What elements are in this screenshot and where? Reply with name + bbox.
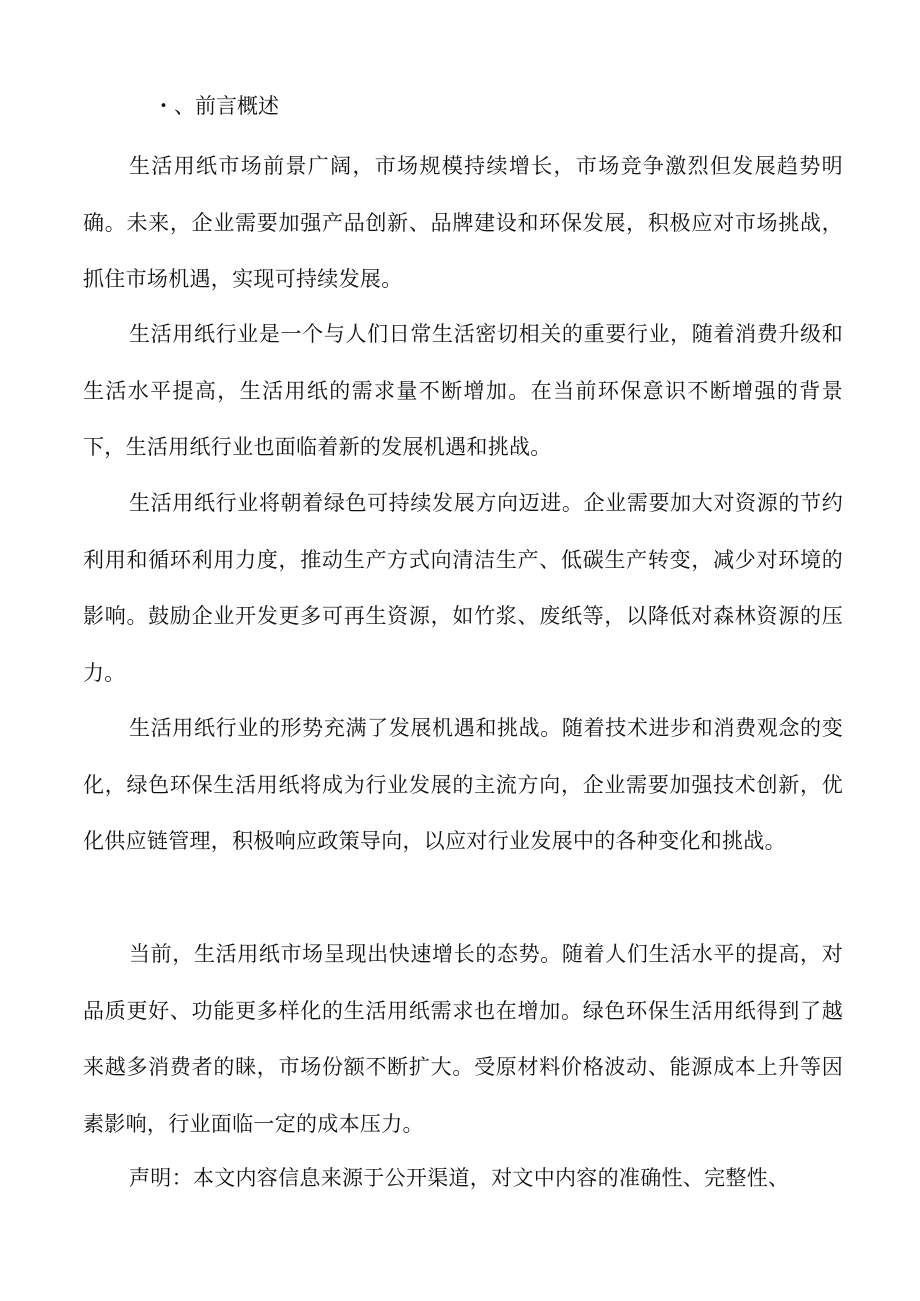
paragraph-industry-overview: 生活用纸行业是一个与人们日常生活密切相关的重要行业，随着消费升级和生活水平提高，生活用纸的需求量不断增加。在当前环保意识不断增强的背景下，生活用纸行业也面临着新的发展机遇和挑战。 — [83, 322, 843, 459]
paragraph-current-market: 当前，生活用纸市场呈现出快速增长的态势。随着人们生活水平的提高，对品质更好、功能更多样化的生活用纸需求也在增加。绿色环保生活用纸得到了越来越多消费者的睐，市场份额不断扩大。受原材料价格波动、能源成本上升等因素影响，行业面临一定的成本压力。 — [83, 942, 843, 1136]
section-heading: ・、前言概述 — [153, 94, 279, 118]
paragraph-industry-situation: 生活用纸行业的形势充满了发展机遇和挑战。随着技术进步和消费观念的变化，绿色环保生活用纸将成为行业发展的主流方向，企业需要加强技术创新，优化供应链管理，积极响应政策导向，以应对行业发展中的各种变化和挑战。 — [83, 716, 843, 853]
paragraph-market-outlook: 生活用纸市场前景广阔，市场规模持续增长，市场竞争激烈但发展趋势明确。未来，企业需要加强产品创新、品牌建设和环保发展，积极应对市场挑战，抓住市场机遇，实现可持续发展。 — [83, 154, 843, 291]
paragraph-green-development: 生活用纸行业将朝着绿色可持续发展方向迈进。企业需要加大对资源的节约利用和循环利用力度，推动生产方式向清洁生产、低碳生产转变，减少对环境的影响。鼓励企业开发更多可再生资源，如竹浆、废纸等，以降低对森林资源的压力。 — [83, 491, 843, 685]
paragraph-disclaimer: 声明：本文内容信息来源于公开渠道，对文中内容的准确性、完整性、 — [129, 1166, 790, 1190]
